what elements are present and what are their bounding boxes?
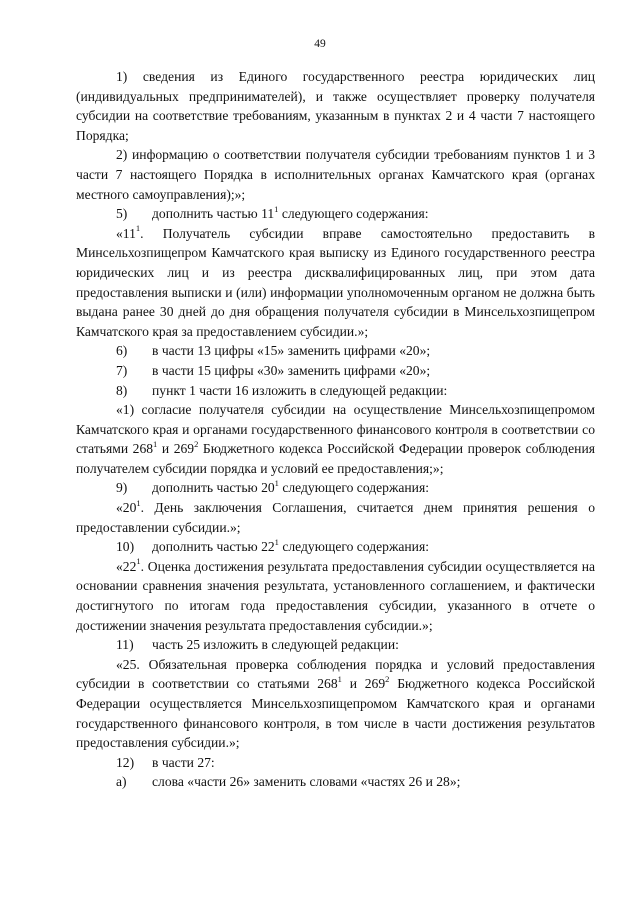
list-item-6 [76,341,595,361]
list-item-11 [76,635,595,655]
list-number: 11) [116,637,134,653]
list-number: 12) [116,754,135,770]
list-text: в части 15 цифры «30» заменить цифрами «20»; [152,362,431,378]
list-text: пункт 1 части 16 изложить в следующей редакции: [152,382,448,398]
list-number: а) [116,774,127,790]
list-number: 7) [116,362,128,378]
list-number: 9) [116,480,128,496]
paragraph-part-20-1: «$20^1$. День заключения Соглашения, считается днем принятия решения о предоставлении субсидии.»; [76,497,595,535]
paragraph-part-25: «25. Обязательная проверка соблюдения порядка и условий предоставления субсидии в соответствии со статьями $268^1$ и $269^2$ Бюджетного кодекса Российской Федерации осуществляется Минсельхозпищепромом Камчатского края и органами государственного финансового контроля, в том числе в части достижения результатов предоставления субсидии.»; [76,656,596,751]
paragraph-part-22-1: «$22^1$. Оценка достижения результата предоставления субсидии осуществляется на основании сравнения значения результата, установленного соглашением, и фактически достигнутого по итогам года предоставления субсидии, указанного в отчете о достижении значения результата предоставления субсидии.»; [76,556,595,633]
list-number: 8) [116,382,128,398]
paragraph-part-11-1: «$11^1$. Получатель субсидии вправе самостоятельно предоставить в Минсельхозпищепром Камчатского края выписку из Единого государственного реестра юридических лиц и из реестра дисквалифицированных лиц, при этом дата предоставления выписки и (или) информации уполномоченным органом не должна быть выдана ранее 30 дней до дня обращения получателя субсидии в Минсельхозпищепром Камчатского края за предоставлением субсидии.»; [76,223,595,339]
paragraph-compliance-info: 2) информацию о соответствии получателя субсидии требованиям пунктов 1 и 3 части 7 настоящего Порядка в исполнительных органах Камчатского края (органах местного самоуправления);»; [76,147,595,202]
list-item-a [76,772,595,792]
list-text: дополнить частью $22^1$ следующего содержания: [152,536,429,555]
list-item-7 [76,361,595,381]
list-text: дополнить частью $11^1$ следующего содержания: [152,203,429,222]
list-item-8 [76,381,595,401]
list-number: 6) [116,343,128,359]
list-item-12 [76,753,595,773]
list-item-5 [76,204,595,224]
list-text: в части 27: [152,754,215,770]
list-text: слова «части 26» заменить словами «частях 26 и 28»; [152,774,461,790]
paragraph-consent: «1) согласие получателя субсидии на осуществление Минсельхозпищепромом Камчатского края и органами государственного финансового контроля в соответствии со статьями $268^1$ и $269^2$ Бюджетного кодекса Российской Федерации проверок соблюдения получателем субсидии порядка и условий ее предоставления;»; [76,402,595,476]
list-item-9 [76,478,595,498]
list-text: дополнить частью $20^1$ следующего содержания: [152,477,429,496]
list-text: в части 13 цифры «15» заменить цифрами «20»; [152,343,431,359]
document-body [76,67,595,792]
list-number: 10) [116,539,135,555]
list-text: часть 25 изложить в следующей редакции: [152,637,399,653]
list-number: 5) [116,206,128,222]
paragraph-extract-egrul: 1) сведения из Единого государственного реестра юридических лиц (индивидуальных предпринимателей), и также осуществляет проверку получателя субсидии на соответствие требованиям, указанным в пунктах 2 и 4 части 7 настоящего Порядка; [76,69,595,143]
page-number: 49 [314,38,326,50]
list-item-10 [76,537,595,557]
